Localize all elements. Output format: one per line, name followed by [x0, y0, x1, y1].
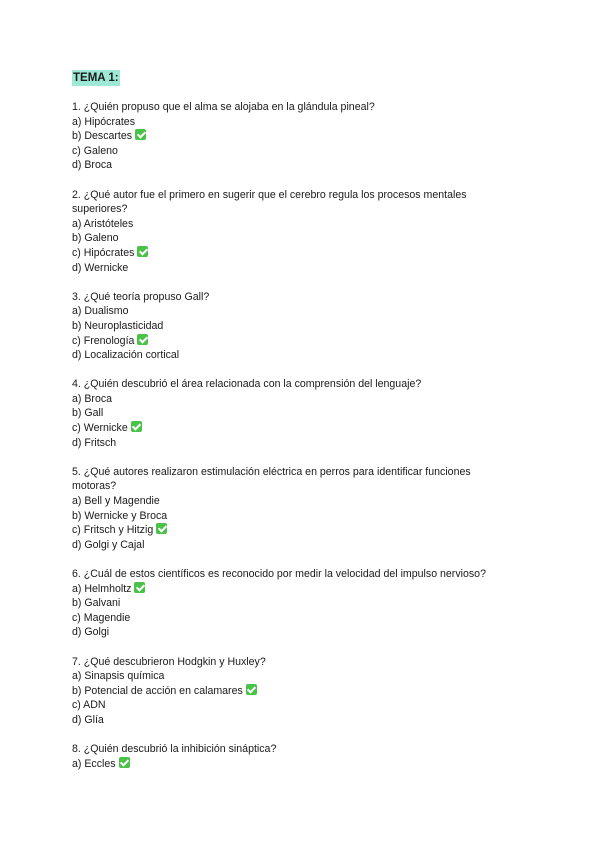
- option-text: d) Broca: [72, 159, 113, 172]
- option-text: b) Galvani: [72, 597, 121, 610]
- question-3: [72, 290, 532, 363]
- answer-option-correct: [72, 421, 532, 436]
- answer-option-correct: [72, 246, 532, 261]
- answer-option: [72, 669, 532, 684]
- answer-option: [72, 144, 532, 159]
- answer-option: [72, 392, 532, 407]
- answer-option: [72, 115, 532, 130]
- answer-option: [72, 406, 532, 421]
- answer-option: [72, 698, 532, 713]
- question-4: [72, 377, 532, 450]
- check-mark-icon: [119, 757, 130, 768]
- option-text: a) Helmholtz: [72, 582, 132, 595]
- question-text: superiores?: [72, 203, 128, 216]
- answer-option: [72, 436, 532, 451]
- page-title: TEMA 1:: [73, 72, 119, 84]
- answer-option-correct: [72, 582, 532, 597]
- answer-option: [72, 231, 532, 246]
- answer-option-correct: [72, 684, 532, 699]
- question-text: 7. ¿Qué descubrieron Hodgkin y Huxley?: [72, 655, 266, 668]
- answer-option: [72, 319, 532, 334]
- question-text: 4. ¿Quién descubrió el área relacionada con la comprensión del lenguaje?: [72, 378, 422, 391]
- option-text: d) Golgi y Cajal: [72, 538, 145, 551]
- option-text: c) Galeno: [72, 144, 118, 157]
- answer-option: [72, 625, 532, 640]
- question-list: [72, 100, 532, 786]
- option-text: c) Magendie: [72, 611, 131, 624]
- question-8: [72, 742, 532, 771]
- answer-option: [72, 494, 532, 509]
- option-text: b) Descartes: [72, 130, 133, 143]
- answer-option: [72, 304, 532, 319]
- answer-option: [72, 158, 532, 173]
- answer-option: [72, 348, 532, 363]
- option-text: d) Localización cortical: [72, 349, 180, 362]
- answer-option: [72, 261, 532, 276]
- answer-option: [72, 596, 532, 611]
- answer-option: [72, 509, 532, 524]
- question-7: [72, 655, 532, 728]
- option-text: d) Wernicke: [72, 261, 129, 274]
- answer-option: [72, 611, 532, 626]
- check-mark-icon: [137, 246, 148, 257]
- option-text: a) Dualismo: [72, 305, 129, 318]
- option-text: a) Broca: [72, 392, 113, 405]
- option-text: a) Hipócrates: [72, 115, 135, 128]
- option-text: c) ADN: [72, 699, 106, 712]
- question-text: motoras?: [72, 480, 117, 493]
- option-text: d) Fritsch: [72, 436, 117, 449]
- answer-option-correct: [72, 757, 532, 772]
- question-text: 8. ¿Quién descubrió la inhibición sináptica?: [72, 743, 277, 756]
- option-text: a) Sinapsis química: [72, 670, 165, 683]
- question-1: [72, 100, 532, 173]
- option-text: b) Gall: [72, 407, 104, 420]
- check-mark-icon: [156, 523, 167, 534]
- answer-option-correct: [72, 334, 532, 349]
- answer-option-correct: [72, 129, 532, 144]
- question-text: 2. ¿Qué autor fue el primero en sugerir que el cerebro regula los procesos mentales: [72, 188, 467, 201]
- option-text: b) Wernicke y Broca: [72, 509, 168, 522]
- option-text: b) Potencial de acción en calamares: [72, 684, 243, 697]
- option-text: b) Neuroplasticidad: [72, 319, 164, 332]
- option-text: c) Hipócrates: [72, 246, 135, 259]
- answer-option: [72, 713, 532, 728]
- check-mark-icon: [246, 684, 257, 695]
- option-text: a) Bell y Magendie: [72, 495, 160, 508]
- question-5: [72, 465, 532, 553]
- answer-option-correct: [72, 523, 532, 538]
- option-text: c) Fritsch y Hitzig: [72, 524, 154, 537]
- option-text: d) Golgi: [72, 626, 110, 639]
- question-text: 6. ¿Cuál de estos científicos es reconocido por medir la velocidad del impulso nervioso?: [72, 568, 486, 580]
- question-text: 3. ¿Qué teoría propuso Gall?: [72, 290, 210, 303]
- option-text: c) Frenología: [72, 334, 135, 347]
- question-text: 5. ¿Qué autores realizaron estimulación eléctrica en perros para identificar funciones: [72, 465, 471, 478]
- option-text: c) Wernicke: [72, 422, 128, 435]
- check-mark-icon: [137, 334, 148, 345]
- check-mark-icon: [131, 421, 142, 432]
- check-mark-icon: [134, 582, 145, 593]
- check-mark-icon: [135, 129, 146, 140]
- option-text: b) Galeno: [72, 232, 119, 245]
- option-text: a) Aristóteles: [72, 217, 134, 230]
- question-6: [72, 567, 532, 640]
- question-2: [72, 188, 532, 276]
- option-text: d) Glía: [72, 713, 104, 726]
- answer-option: [72, 538, 532, 553]
- answer-option: [72, 217, 532, 232]
- option-text: a) Eccles: [72, 757, 116, 770]
- question-text: 1. ¿Quién propuso que el alma se alojaba en la glándula pineal?: [72, 101, 375, 113]
